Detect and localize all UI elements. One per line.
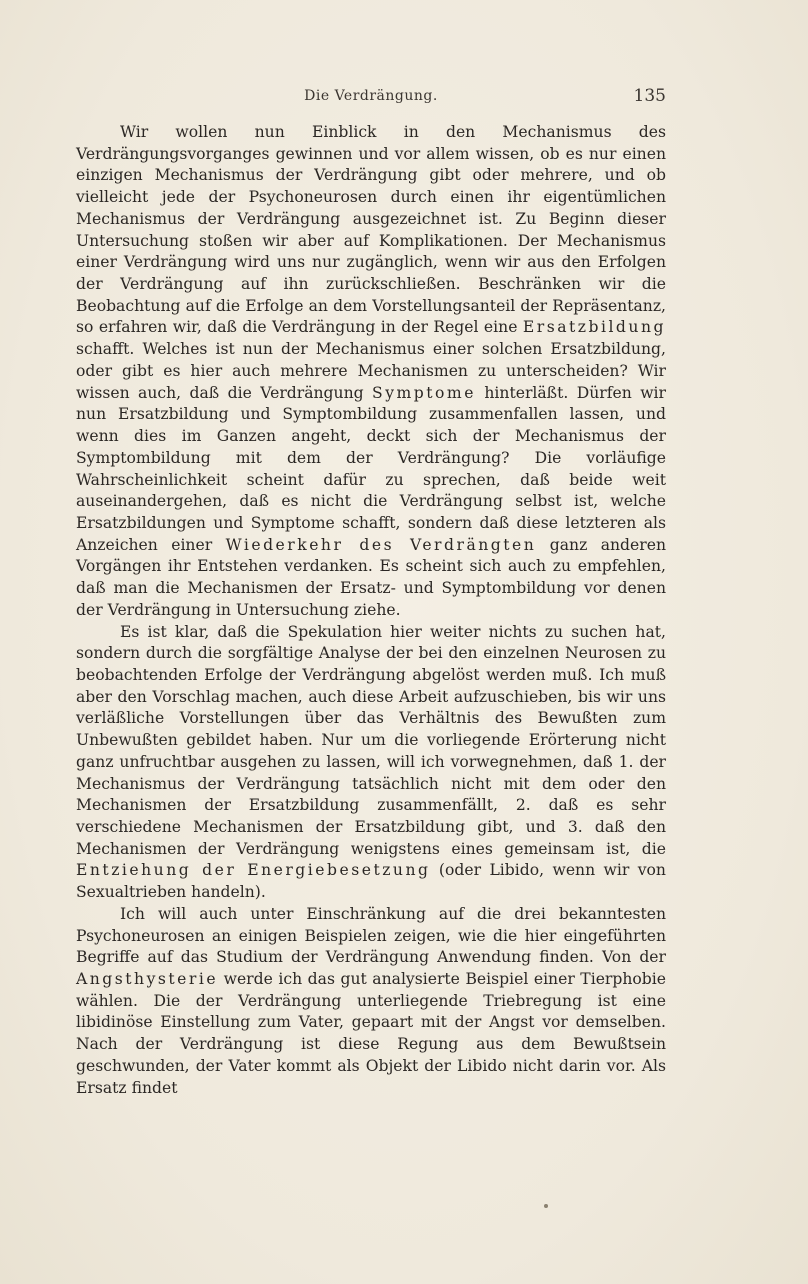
text-segment: Ich will auch unter Einschränkung auf die drei bekanntesten Psychoneurosen an einigen Beispielen zeigen, wie die hier eingeführten Begriffe auf das Studium der Verdrängung Anwendung finden. Von der (76, 904, 666, 967)
text-segment: werde ich das gut analysierte Beispiel einer Tierphobie wählen. Die der Verdrängung unterliegende Triebregung ist eine libidinöse Einstellung zum Vater, gepaart mit der Angst vor demselben. Nach der Verdrängung ist diese Regung aus dem Bewußtsein geschwunden, der Vater kommt als Objekt der Libido nicht darin vor. Als Ersatz findet (76, 970, 666, 1097)
text-segment: Wir wollen nun Einblick in den Mechanismus des Verdrängungsvorganges gewinnen und vor allem wissen, ob es nur einen einzigen Mechanismus der Verdrängung gibt oder mehrere, und ob vielleicht jede der Psychoneurosen durch einen ihr eigentümlichen Mechanismus der Verdrängung ausgezeichnet ist. Zu Beginn dieser Untersuchung stoßen wir aber auf Komplikationen. Der Mechanismus einer Verdrängung wird uns nur zugänglich, wenn wir aus den Erfolgen der Verdrängung auf ihn zurückschließen. Beschränken wir die Beobachtung auf die Erfolge an dem Vorstellungsanteil der Repräsentanz, so erfahren wir, daß die Verdrängung in der Regel eine (76, 123, 666, 337)
text-segment: hinterläßt. Dürfen wir nun Ersatzbildung und Symptombildung zusammenfallen lassen, und wenn dies im Ganzen angeht, deckt sich der Mechanismus der Symptombildung mit dem der Verdrängung? Die vorläufige Wahrscheinlichkeit scheint dafür zu sprechen, daß beide weit auseinandergehen, daß es nicht die Verdrängung selbst ist, welche Ersatzbildungen und Symptome schafft, sondern daß diese letzteren als Anzeichen einer (76, 383, 666, 554)
paragraph-1 (76, 122, 666, 622)
spaced-emphasis: Entziehung der Energiebesetzung (76, 861, 431, 880)
spaced-emphasis: Symptome (372, 383, 476, 402)
paragraph-2 (76, 622, 666, 904)
body-text (76, 122, 666, 1099)
paper-speck (544, 1204, 548, 1208)
page-number: 135 (633, 86, 666, 106)
text-segment: schafft. Welches ist nun der Mechanismus einer solchen Ersatzbildung, oder gibt es hier auch mehrere Mechanismen zu unterscheiden? Wir wissen auch, daß die Verdrängung (76, 340, 666, 402)
spaced-emphasis: Angsthysterie (76, 970, 219, 989)
chapter-title: Die Verdrängung. (304, 88, 438, 104)
text-segment: Es ist klar, daß die Spekulation hier weiter nichts zu suchen hat, sondern durch die sorgfältige Analyse der bei den einzelnen Neurosen zu beobachtenden Erfolge der Verdrängung abgelöst werden muß. Ich muß aber den Vorschlag machen, auch diese Arbeit aufzuschieben, bis wir uns verläßliche Vorstellungen über das Verhältnis des Bewußten zum Unbewußten gebildet haben. Nur um die vorliegende Erörterung nicht ganz unfruchtbar ausgehen zu lassen, will ich vorwegnehmen, daß 1. der Mechanismus der Verdrängung tatsächlich nicht mit dem oder den Mechanismen der Ersatzbildung zusammenfällt, 2. daß es sehr verschiedene Mechanismen der Ersatzbildung gibt, und 3. daß den Mechanismen der Verdrängung wenigstens eines gemeinsam ist, die (76, 622, 666, 858)
spaced-emphasis: Ersatzbildung (522, 318, 666, 337)
text-segment: ganz anderen Vorgängen ihr Entstehen verdanken. Es scheint sich auch zu empfehlen, daß man die Mechanismen der Ersatz- und Symptombildung vor denen der Verdrängung in Untersuchung ziehe. (76, 535, 666, 619)
text-segment: (oder Libido, wenn wir von Sexualtrieben handeln). (76, 861, 666, 902)
paragraph-3 (76, 904, 666, 1099)
running-head (76, 86, 666, 110)
spaced-emphasis: Wiederkehr des Verdrängten (225, 535, 537, 554)
